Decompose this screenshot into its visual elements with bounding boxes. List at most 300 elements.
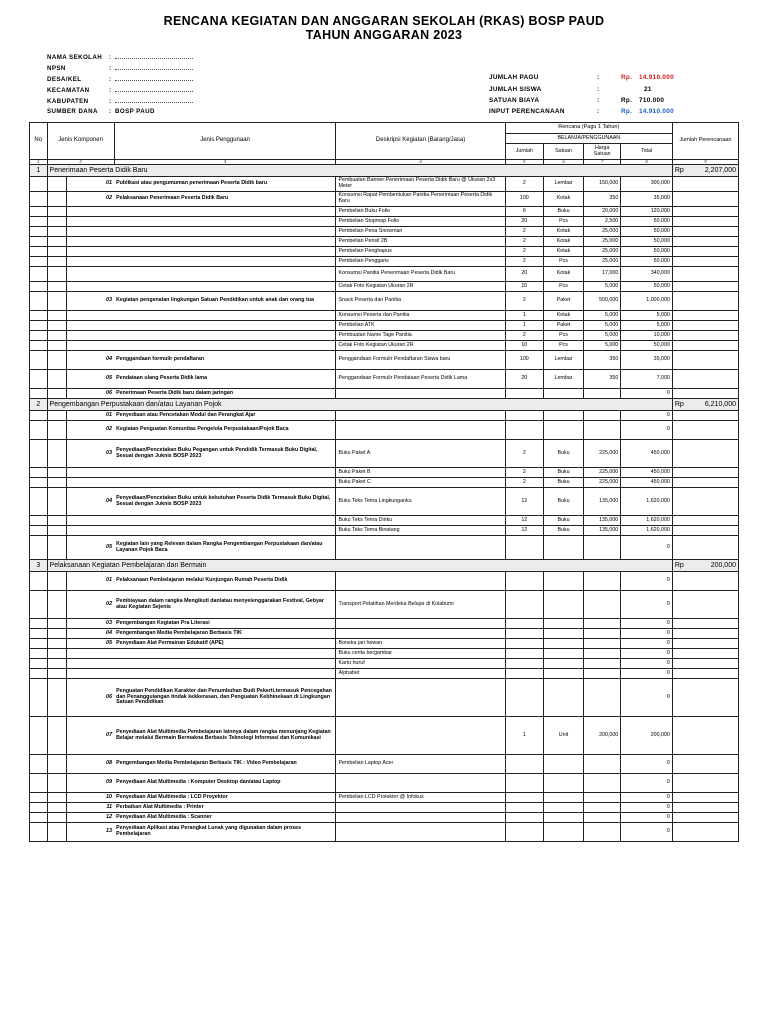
component-number: 04: [67, 488, 114, 516]
activity-description: Penggandaan Formulir Pendataan Peserta Didik Lama: [336, 370, 505, 389]
row-total: 1,620,000: [621, 516, 673, 526]
activity-description: Pembuatan Banner Penerimaan Peserta Didik Baru @ Ukuran 2x3 Meter: [336, 177, 505, 192]
activity-description: Snack Peserta dan Panitia: [336, 292, 505, 311]
quantity: 1: [505, 321, 543, 331]
row-total: 10,000: [621, 331, 673, 341]
unit-price: 25,000: [584, 257, 621, 267]
quantity: 20: [505, 217, 543, 227]
unit: [543, 813, 583, 823]
col-jumlah-header: Jumlah: [505, 144, 543, 160]
unit: [543, 619, 583, 629]
component-number: 05: [67, 370, 114, 389]
planning-amount: [672, 669, 738, 679]
row-no-cell: [30, 292, 48, 311]
table-row: [30, 516, 739, 526]
component-number: 01: [67, 411, 114, 421]
row-total: 0: [621, 639, 673, 649]
planning-amount: [672, 717, 738, 755]
usage-type: [114, 341, 336, 351]
quantity: [505, 793, 543, 803]
row-no-cell: [30, 488, 48, 516]
usage-type: [114, 659, 336, 669]
unit-price: 5,000: [584, 331, 621, 341]
table-row: [30, 237, 739, 247]
row-total: 35,000: [621, 192, 673, 207]
quantity: [505, 639, 543, 649]
unit: Buku: [543, 526, 583, 536]
usage-type: Penyediaan Alat Permainan Edukatif (APE): [114, 639, 336, 649]
row-total: 0: [621, 629, 673, 639]
summary-label: JUMLAH PAGU: [489, 74, 539, 81]
row-blank-cell: [47, 803, 67, 813]
row-blank-cell: [47, 311, 67, 321]
usage-type: [114, 526, 336, 536]
table-row: [30, 321, 739, 331]
activity-description: [336, 572, 505, 591]
unit: Paket: [543, 321, 583, 331]
quantity: [505, 411, 543, 421]
summary-separator: :: [597, 108, 600, 115]
col-total-header: Total: [621, 144, 673, 160]
component-number: [67, 207, 114, 217]
table-row: [30, 292, 739, 311]
planning-amount: [672, 468, 738, 478]
summary-separator: :: [597, 86, 600, 93]
row-no-cell: [30, 572, 48, 591]
row-blank-cell: [47, 282, 67, 292]
row-total: 0: [621, 793, 673, 803]
quantity: 2: [505, 247, 543, 257]
table-row: [30, 227, 739, 237]
table-row: [30, 659, 739, 669]
school-info-label: KECAMATAN: [47, 87, 90, 94]
school-info-blank: [115, 97, 193, 103]
row-blank-cell: [47, 440, 67, 468]
row-no-cell: [30, 421, 48, 440]
document-subtitle: TAHUN ANGGARAN 2023: [305, 28, 463, 42]
school-info-separator: :: [109, 87, 112, 94]
row-blank-cell: [47, 629, 67, 639]
usage-type: Pengembangan Kegiatan Pra Literasi: [114, 619, 336, 629]
col-number: 6: [543, 160, 583, 165]
row-blank-cell: [47, 659, 67, 669]
section-amount-cell: [672, 165, 738, 177]
row-no-cell: [30, 411, 48, 421]
unit-price: 20,000: [584, 207, 621, 217]
row-no-cell: [30, 267, 48, 282]
col-number: 2: [47, 160, 114, 165]
table-row: [30, 389, 739, 399]
activity-description: Pembuatan Name Tage Panitia: [336, 331, 505, 341]
unit: Buku: [543, 440, 583, 468]
row-total: 0: [621, 649, 673, 659]
planning-amount: [672, 267, 738, 282]
usage-type: [114, 649, 336, 659]
row-no-cell: [30, 717, 48, 755]
activity-description: Pembelian Pensil 2B: [336, 237, 505, 247]
activity-description: Buku Teks Tema Lingkunganku: [336, 488, 505, 516]
row-blank-cell: [47, 247, 67, 257]
summary-row: [489, 86, 719, 94]
unit: [543, 669, 583, 679]
table-row: [30, 774, 739, 793]
activity-description: Pembelian LCD Proiektor @ Infokus: [336, 793, 505, 803]
table-row: [30, 311, 739, 321]
planning-amount: [672, 237, 738, 247]
table-row: [30, 282, 739, 292]
row-no-cell: [30, 227, 48, 237]
quantity: 2: [505, 478, 543, 488]
unit-price: [584, 536, 621, 560]
unit: Lembar: [543, 370, 583, 389]
usage-type: Kegiatan lain yang Relevan dalam Rangka Pengembangan Perpustakaan dan/atau Layanan Pojok Baca: [114, 536, 336, 560]
usage-type: Pengembangan Media Pembelajaran Berbasis TIK : Video Pembelajaran: [114, 755, 336, 774]
row-blank-cell: [47, 237, 67, 247]
section-currency: Rp: [674, 400, 684, 408]
planning-amount: [672, 629, 738, 639]
row-blank-cell: [47, 341, 67, 351]
planning-amount: [672, 516, 738, 526]
row-no-cell: [30, 516, 48, 526]
unit: [543, 629, 583, 639]
row-blank-cell: [47, 793, 67, 803]
quantity: [505, 659, 543, 669]
section-title: Pengembangan Perpustakaan dan/atau Layanan Pojok: [47, 399, 672, 411]
row-no-cell: [30, 389, 48, 399]
row-no-cell: [30, 591, 48, 619]
activity-description: [336, 823, 505, 842]
row-total: 1,000,000: [621, 292, 673, 311]
row-no-cell: [30, 526, 48, 536]
row-total: 0: [621, 823, 673, 842]
activity-description: [336, 803, 505, 813]
row-total: 0: [621, 679, 673, 717]
row-total: 0: [621, 572, 673, 591]
planning-amount: [672, 351, 738, 370]
row-blank-cell: [47, 649, 67, 659]
quantity: 2: [505, 257, 543, 267]
planning-amount: [672, 370, 738, 389]
quantity: [505, 536, 543, 560]
planning-amount: [672, 774, 738, 793]
planning-amount: [672, 321, 738, 331]
row-total: 450,000: [621, 468, 673, 478]
quantity: [505, 679, 543, 717]
row-blank-cell: [47, 516, 67, 526]
unit-price: 5,000: [584, 321, 621, 331]
activity-description: Pembelian Laptop Acer: [336, 755, 505, 774]
row-blank-cell: [47, 774, 67, 793]
quantity: 12: [505, 526, 543, 536]
planning-amount: [672, 257, 738, 267]
unit-price: 225,000: [584, 478, 621, 488]
summary-value: 14.910.000: [639, 74, 674, 81]
component-number: 12: [67, 813, 114, 823]
row-blank-cell: [47, 217, 67, 227]
activity-description: Penggandaan Formulir Pendaftaran Siswa baru: [336, 351, 505, 370]
activity-description: Pembelian Pena Snowman: [336, 227, 505, 237]
row-blank-cell: [47, 421, 67, 440]
col-no-header: No: [30, 123, 48, 160]
row-total: 50,000: [621, 257, 673, 267]
col-belanja-header: BELANJA/PENGGUNAAN: [505, 134, 672, 144]
usage-type: Penggandaan formulir pendaftaran: [114, 351, 336, 370]
unit-price: [584, 629, 621, 639]
school-info-separator: :: [109, 76, 112, 83]
col-rencana-header: Rencana (Pagu 1 Tahun): [505, 123, 672, 134]
row-no-cell: [30, 370, 48, 389]
planning-amount: [672, 803, 738, 813]
usage-type: Pembiayaan dalam rangka Mengikuti dan/atau menyelenggarakan Festival, Gebyar atau Kegiatan Sejenis: [114, 591, 336, 619]
activity-description: [336, 717, 505, 755]
unit-price: 2,500: [584, 217, 621, 227]
col-perencanaan-header: Jumlah Perencanaan: [672, 123, 738, 160]
summary-currency: Rp.: [621, 108, 633, 115]
usage-type: Penyediaan Alat Multimedia : Scanner: [114, 813, 336, 823]
row-total: 0: [621, 389, 673, 399]
planning-amount: [672, 649, 738, 659]
unit-price: 350: [584, 351, 621, 370]
usage-type: [114, 282, 336, 292]
planning-amount: [672, 217, 738, 227]
row-total: 50,000: [621, 237, 673, 247]
usage-type: [114, 669, 336, 679]
row-no-cell: [30, 649, 48, 659]
activity-description: Buku Teks Tema Binatang: [336, 526, 505, 536]
activity-description: Buku Paket A: [336, 440, 505, 468]
unit: [543, 803, 583, 813]
row-blank-cell: [47, 526, 67, 536]
component-number: [67, 282, 114, 292]
row-total: 120,000: [621, 207, 673, 217]
row-blank-cell: [47, 669, 67, 679]
usage-type: [114, 321, 336, 331]
row-no-cell: [30, 679, 48, 717]
unit: Kotak: [543, 267, 583, 282]
quantity: [505, 755, 543, 774]
unit: Kotak: [543, 192, 583, 207]
table-row: [30, 488, 739, 516]
quantity: [505, 823, 543, 842]
unit: Kotak: [543, 247, 583, 257]
activity-description: Pembelian ATK: [336, 321, 505, 331]
component-number: [67, 331, 114, 341]
unit: Buku: [543, 488, 583, 516]
planning-amount: [672, 572, 738, 591]
table-row: [30, 177, 739, 192]
component-number: 10: [67, 793, 114, 803]
usage-type: Penerimaan Peserta Didik baru dalam jaringan: [114, 389, 336, 399]
row-total: 0: [621, 619, 673, 629]
component-number: [67, 321, 114, 331]
component-number: [67, 669, 114, 679]
unit-price: 225,000: [584, 440, 621, 468]
planning-amount: [672, 823, 738, 842]
activity-description: Konsumsi Rapat Pembentukan Panitia Penerimaan Peserta Didik Baru: [336, 192, 505, 207]
row-blank-cell: [47, 488, 67, 516]
section-amount: 6,210,000: [704, 400, 736, 408]
activity-description: Kartu huruf: [336, 659, 505, 669]
col-penggunaan-header: Jenis Penggunaan: [114, 123, 336, 160]
table-row: [30, 341, 739, 351]
row-total: 0: [621, 411, 673, 421]
unit-price: [584, 591, 621, 619]
row-blank-cell: [47, 619, 67, 629]
component-number: [67, 267, 114, 282]
row-total: 0: [621, 421, 673, 440]
unit-price: [584, 411, 621, 421]
row-total: 0: [621, 803, 673, 813]
row-no-cell: [30, 669, 48, 679]
usage-type: Pengembangan Media Pembelajaran Berbasis TIK: [114, 629, 336, 639]
planning-amount: [672, 292, 738, 311]
planning-amount: [672, 311, 738, 321]
unit-price: 350: [584, 370, 621, 389]
unit: Buku: [543, 516, 583, 526]
row-total: 50,000: [621, 341, 673, 351]
component-number: [67, 311, 114, 321]
unit: [543, 639, 583, 649]
unit-price: [584, 649, 621, 659]
summary-value: 14.910.000: [639, 108, 674, 115]
usage-type: [114, 478, 336, 488]
summary-label: SATUAN BIAYA: [489, 97, 540, 104]
unit-price: 225,000: [584, 468, 621, 478]
planning-amount: [672, 591, 738, 619]
unit: [543, 755, 583, 774]
school-info-value: BOSP PAUD: [115, 108, 155, 115]
table-row: [30, 440, 739, 468]
table-row: [30, 717, 739, 755]
school-info-blank: [115, 75, 193, 81]
row-blank-cell: [47, 823, 67, 842]
section-number: 3: [30, 560, 48, 572]
usage-type: Penguatan Pendidikan Karakter dan Penumbuhan Budi Pekerti,termasuk Pencegahan dan Penanggulangan tindak kekkerasan, dan Penguatan Kebhinekaan di Lingkungan Satuan Pendidikan: [114, 679, 336, 717]
row-blank-cell: [47, 192, 67, 207]
row-blank-cell: [47, 351, 67, 370]
planning-amount: [672, 793, 738, 803]
row-total: 50,000: [621, 247, 673, 257]
table-row: [30, 267, 739, 282]
quantity: [505, 629, 543, 639]
planning-amount: [672, 526, 738, 536]
activity-description: Cetak Foto Kegiatan Ukuran 2R: [336, 341, 505, 351]
quantity: [505, 669, 543, 679]
row-blank-cell: [47, 267, 67, 282]
school-info-label: DESA/KEL: [47, 76, 82, 83]
table-row: [30, 536, 739, 560]
row-total: 0: [621, 659, 673, 669]
component-number: 03: [67, 292, 114, 311]
unit: Buku: [543, 207, 583, 217]
summary-label: INPUT PERENCANAAN: [489, 108, 565, 115]
activity-description: [336, 813, 505, 823]
school-info-row: [47, 108, 155, 115]
quantity: 10: [505, 282, 543, 292]
quantity: 12: [505, 488, 543, 516]
school-info-separator: :: [109, 54, 112, 61]
summary-label: JUMLAH SISWA: [489, 86, 542, 93]
col-komponen-header: Jenis Komponen: [47, 123, 114, 160]
row-no-cell: [30, 321, 48, 331]
unit: Buku: [543, 468, 583, 478]
usage-type: Kegiatan Penguatan Komunitas Pengelola Perpustakaan/Pojok Baca: [114, 421, 336, 440]
row-blank-cell: [47, 177, 67, 192]
school-info-separator: :: [109, 98, 112, 105]
table-row: [30, 478, 739, 488]
row-total: 35,000: [621, 351, 673, 370]
section-row: [30, 560, 739, 572]
row-no-cell: [30, 774, 48, 793]
row-total: 0: [621, 755, 673, 774]
col-deskripsi-header: Deskripsi Kegiatan (Barang/Jasa): [336, 123, 505, 160]
activity-description: Buku cerita bergambar: [336, 649, 505, 659]
planning-amount: [672, 679, 738, 717]
planning-amount: [672, 192, 738, 207]
activity-description: Pembelian Penghapus: [336, 247, 505, 257]
component-number: 11: [67, 803, 114, 813]
unit-price: 135,000: [584, 516, 621, 526]
table-row: [30, 639, 739, 649]
planning-amount: [672, 813, 738, 823]
row-no-cell: [30, 440, 48, 468]
component-number: [67, 237, 114, 247]
activity-description: Cetak Foto Kegiatan Ukuran 2R: [336, 282, 505, 292]
usage-type: Penyediaan/Pencetakan Buku Pegangan untuk Pendidik Termasuk Buku Digital, Sesuai dengan Juknis BOSP 2023: [114, 440, 336, 468]
component-number: 04: [67, 351, 114, 370]
component-number: 04: [67, 629, 114, 639]
row-no-cell: [30, 659, 48, 669]
unit-price: [584, 755, 621, 774]
planning-amount: [672, 341, 738, 351]
summary-currency: Rp.: [621, 74, 633, 81]
row-blank-cell: [47, 717, 67, 755]
quantity: 2: [505, 440, 543, 468]
table-row: [30, 257, 739, 267]
quantity: 2: [505, 227, 543, 237]
unit-price: [584, 639, 621, 649]
unit-price: [584, 774, 621, 793]
quantity: [505, 649, 543, 659]
document-title: RENCANA KEGIATAN DAN ANGGARAN SEKOLAH (RKAS) BOSP PAUD: [163, 14, 605, 28]
unit: [543, 591, 583, 619]
planning-amount: [672, 331, 738, 341]
unit: Pcs: [543, 331, 583, 341]
table-row: [30, 755, 739, 774]
unit: Lembar: [543, 177, 583, 192]
unit-price: [584, 389, 621, 399]
usage-type: [114, 217, 336, 227]
summary-value: 21: [644, 86, 652, 93]
table-row: [30, 207, 739, 217]
quantity: 100: [505, 192, 543, 207]
quantity: 2: [505, 177, 543, 192]
usage-type: Penyediaan Alat Multimedia : LCD Proyektor: [114, 793, 336, 803]
row-total: 50,000: [621, 282, 673, 292]
section-number: 1: [30, 165, 48, 177]
row-blank-cell: [47, 591, 67, 619]
row-no-cell: [30, 207, 48, 217]
usage-type: Penyediaan Alat Multimedia Pembelajaran lainnya dalam rangka menunjang Kegiatan Belajar melalui Bermain Bermakna Berbasis Teknologi Informasi dan Komunikasi: [114, 717, 336, 755]
activity-description: [336, 411, 505, 421]
row-total: 340,000: [621, 267, 673, 282]
school-info-row: [47, 97, 193, 105]
row-total: 450,000: [621, 478, 673, 488]
unit-price: 5,000: [584, 311, 621, 321]
table-row: [30, 526, 739, 536]
col-number: 4: [336, 160, 505, 165]
unit: Paket: [543, 292, 583, 311]
